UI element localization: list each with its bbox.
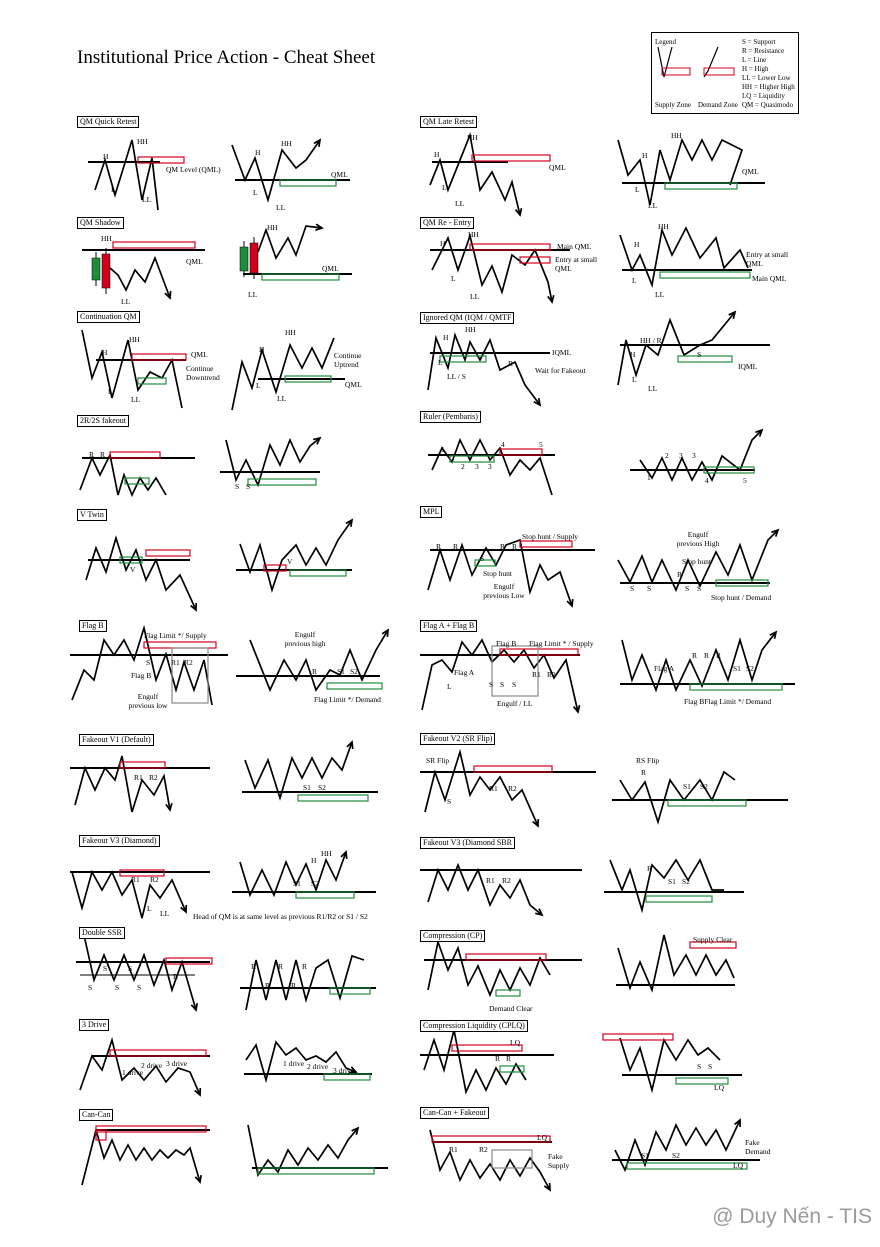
price-path [430, 135, 520, 215]
label-hh: HH [281, 139, 292, 148]
label-1-drive: 1 drive [283, 1059, 305, 1068]
label-r1: R1 [449, 1145, 458, 1154]
label-r: R [453, 542, 459, 551]
label-ll: LL [648, 201, 658, 210]
label-hh-r: HH / R [640, 336, 662, 345]
label-ll: LL [470, 292, 480, 301]
price-path [620, 1038, 720, 1090]
label-engulf-ll: Engulf / LL [497, 699, 533, 708]
price-path [82, 1130, 200, 1185]
label-main-qml: Main QML [752, 274, 787, 283]
label-s: S [500, 680, 505, 689]
label-s: S [512, 680, 517, 689]
label-flag-a: Flag A [654, 664, 675, 673]
legend-entry: R = Resistance [742, 47, 785, 55]
label-h: H [434, 150, 440, 159]
label-r2: R2 [150, 875, 159, 884]
label-s: S [630, 584, 635, 593]
label-hh: HH [267, 223, 278, 232]
label-s1: S1 [303, 783, 311, 792]
label-stop-hunt-demand: Stop hunt / Demand [711, 593, 772, 602]
section-title: Double SSR [79, 927, 125, 939]
label-l: L [632, 375, 637, 384]
label-engulf-previous-low: Engulf previous low [128, 692, 168, 710]
label-fake-demand: Fake Demand [745, 1138, 771, 1156]
demand-zone [496, 990, 520, 996]
label-stop-hunt-supply: Stop hunt / Supply [522, 532, 579, 541]
label-n3: 3 [488, 462, 492, 471]
page-title: Institutional Price Action - Cheat Sheet [77, 47, 376, 68]
price-path [226, 438, 320, 485]
label-r: R [512, 542, 518, 551]
label-h: H [311, 856, 317, 865]
label-qml-level: QM Level (QML) [166, 165, 221, 174]
label-head-note: Head of QM is at same level as previous R1/R2 or S1 / S2 [193, 912, 368, 921]
label-hh: HH [658, 222, 669, 231]
candle-body [92, 258, 100, 280]
label-n2: 2 [665, 451, 669, 460]
label-hh: HH [465, 325, 476, 334]
candle-body [240, 247, 248, 271]
label-ll: LL [455, 199, 465, 208]
label-stop-hunt: Stop hunt [483, 569, 512, 578]
label-3-drive: 3 drive [166, 1059, 188, 1068]
label-qml: QML [345, 380, 362, 389]
label-l: L [147, 904, 152, 913]
section-title: Compression (CP) [420, 930, 485, 942]
price-path [428, 865, 542, 915]
label-r1: R1 [134, 773, 143, 782]
price-path [110, 258, 170, 298]
label-s2: S2 [700, 782, 708, 791]
label-n3: 3 [679, 451, 683, 460]
price-path [245, 742, 352, 798]
label-s: S [647, 584, 652, 593]
label-hh: HH [129, 335, 140, 344]
label-lq: LQ [733, 1161, 743, 1170]
candle-body [102, 254, 110, 288]
label-r: R [89, 450, 95, 459]
label-hh: HH [321, 849, 332, 858]
label-l: L [438, 358, 443, 367]
section-title: Fakeout V3 (Diamond SBR [420, 837, 515, 849]
label-s: S [146, 658, 151, 667]
label-r: R [716, 651, 722, 660]
label-r: R [100, 450, 106, 459]
label-s: S [235, 482, 240, 491]
price-path [428, 335, 540, 405]
label-r2: R2 [502, 876, 511, 885]
price-path [232, 140, 320, 200]
label-n5: 5 [539, 440, 543, 449]
label-r: R [495, 1054, 501, 1063]
legend-entry: LQ = Liquidity [742, 92, 785, 100]
label-ll: LL [121, 297, 131, 306]
label-h: H [103, 152, 109, 161]
label-n3: 3 [692, 451, 696, 460]
section-title: Ruler (Pembaris) [420, 411, 481, 423]
label-l: L [447, 682, 452, 691]
label-s2: S2 [318, 783, 326, 792]
legend-entry: HH = Higher High [742, 83, 795, 91]
section-title: 3 Drive [79, 1019, 109, 1031]
label-s1: S1 [293, 879, 301, 888]
label-1-drive: 1 drive [122, 1068, 144, 1077]
label-3-drive: 3 drive [333, 1066, 355, 1075]
flag-limit-box [172, 648, 208, 703]
label-s: S [489, 680, 494, 689]
price-path [620, 772, 735, 822]
label-ll: LL [142, 195, 152, 204]
price-path [80, 455, 166, 495]
candle-body [250, 243, 258, 273]
label-h: H [634, 240, 640, 249]
label-sr-flip: SR Flip [426, 756, 450, 765]
label-entry-small-qml: Entry at small QML [555, 255, 598, 273]
label-continue-uptrend: Continue Uptrend [334, 351, 362, 369]
label-l: L [632, 276, 637, 285]
label-ll: LL [277, 394, 287, 403]
supply-zone [113, 242, 195, 248]
label-demand-clear: Demand Clear [489, 1004, 533, 1013]
label-r1: R1 [171, 658, 180, 667]
label-r: R [312, 667, 318, 676]
label-qml: QML [549, 163, 566, 172]
legend-entry: L = Line [742, 56, 767, 64]
label-ll: LL [248, 290, 258, 299]
label-hh: HH [137, 137, 148, 146]
label-r: R [704, 651, 710, 660]
label-r2: R2 [508, 784, 517, 793]
label-s1: S1 [668, 877, 676, 886]
label-s: S [128, 964, 133, 973]
watermark: @ Duy Nến - TIS [712, 1205, 872, 1228]
label-qml: QML [186, 257, 203, 266]
section-title: V Twin [77, 509, 107, 521]
supply-zone [603, 1034, 673, 1040]
label-l: L [108, 387, 113, 396]
label-r2: R2 [547, 670, 556, 679]
label-r: R [506, 1054, 512, 1063]
label-n4: 4 [501, 440, 505, 449]
label-s: S [697, 1062, 702, 1071]
legend-demand-zone: Demand Zone [698, 101, 738, 109]
price-path [622, 632, 776, 690]
label-h: H [259, 345, 265, 354]
label-2-drive: 2 drive [307, 1062, 329, 1071]
label-s2: S2 [311, 879, 319, 888]
label-l: L [451, 274, 456, 283]
label-s1: S1 [641, 1151, 649, 1160]
label-s2: S2 [672, 1151, 680, 1160]
label-rs-flip: RS Flip [636, 756, 660, 765]
label-continue-downtrend: Continue Downtrend [186, 364, 220, 382]
label-h: H [102, 348, 108, 357]
supply-zone [520, 257, 550, 263]
label-hh: HH [671, 131, 682, 140]
label-s2: S2 [682, 877, 690, 886]
label-s1: S1 [337, 667, 345, 676]
label-flag-limit-supply: Flag Limit */ Supply [144, 631, 207, 640]
section-title: Continuation QM [77, 311, 140, 323]
label-fake-supply: Fake Supply [548, 1152, 570, 1170]
label-flag-b: Flag B [131, 671, 152, 680]
label-r1: R1 [489, 784, 498, 793]
label-stop-hunt: Stop hunt [682, 557, 711, 566]
label-s1: S1 [733, 664, 741, 673]
label-h: H [642, 151, 648, 160]
label-wait-fakeout: Wait for Fakeout [535, 366, 586, 375]
label-n1: 1 [441, 445, 445, 454]
label-r: R [302, 962, 308, 971]
demand-zone [327, 683, 382, 689]
price-path [432, 440, 552, 495]
label-r: R [500, 542, 506, 551]
label-l: L [256, 381, 261, 390]
label-n3: 3 [475, 462, 479, 471]
label-r: R [508, 359, 514, 368]
price-path [86, 538, 196, 610]
label-s: S [697, 584, 702, 593]
demand-zone [298, 795, 368, 801]
label-flag-b: Flag B [496, 639, 517, 648]
label-h: H [440, 239, 446, 248]
label-ll: LL [160, 909, 170, 918]
label-h: H [443, 333, 449, 342]
label-engulf-previous-high: Engulf previous High [676, 530, 720, 548]
label-r: R [173, 972, 179, 981]
legend-entry: QM = Quasimodo [742, 101, 794, 109]
label-n4: 4 [705, 476, 709, 485]
price-path [84, 935, 196, 1010]
price-path [432, 236, 552, 302]
label-s: S [103, 964, 108, 973]
label-n2: 2 [461, 462, 465, 471]
section-title: QM Shadow [77, 217, 124, 229]
price-path [428, 942, 550, 995]
supply-zone [472, 155, 550, 161]
label-ll-s: LL / S [447, 372, 466, 381]
legend-supply-zone: Supply Zone [655, 101, 691, 109]
label-s: S [88, 983, 93, 992]
section-title: QM Re - Entry [420, 217, 474, 229]
section-title: Can-Can + Fakeout [420, 1107, 489, 1119]
section-title: MPL [420, 506, 442, 518]
label-r1: R1 [486, 876, 495, 885]
label-ll: LL [648, 384, 658, 393]
label-r: R [692, 651, 698, 660]
price-path [620, 228, 748, 285]
label-supply-clear: Supply Clear [693, 935, 733, 944]
supply-zone [520, 541, 572, 547]
label-hh: HH [468, 230, 479, 239]
label-lq: LQ [510, 1038, 520, 1047]
label-qml: QML [331, 170, 348, 179]
label-s: S [115, 983, 120, 992]
demand-zone [678, 356, 732, 362]
label-s: S [685, 584, 690, 593]
section-title: Fakeout V1 (Default) [79, 734, 154, 746]
label-flag-b-flag-limit-demand: Flag BFlag Limit */ Demand [684, 697, 772, 706]
label-qml: QML [742, 167, 759, 176]
supply-zone [144, 642, 216, 648]
label-hh: HH [285, 328, 296, 337]
label-s: S [697, 350, 702, 359]
section-title: QM Late Retest [420, 116, 477, 128]
label-r: R [677, 570, 683, 579]
label-l: L [111, 185, 116, 194]
label-r2: R2 [149, 773, 158, 782]
label-l: L [635, 185, 640, 194]
label-v: V [287, 557, 293, 566]
label-flag-limit-supply: Flag Limit * / Supply [529, 639, 594, 648]
demand-zone [660, 272, 750, 278]
section-title: Flag A + Flag B [420, 620, 477, 632]
label-s2: S2 [746, 664, 754, 673]
demand-zone [646, 896, 712, 902]
label-h: H [255, 148, 261, 157]
label-engulf-previous-high: Engulf previous high [284, 630, 326, 648]
label-l: L [253, 188, 258, 197]
legend-entry: S = Support [742, 38, 776, 46]
label-2-drive: 2 drive [141, 1061, 163, 1070]
legend-entry: LL = Lower Low [742, 74, 791, 82]
section-title: Flag B [79, 620, 107, 632]
label-qml: QML [322, 264, 339, 273]
label-lq: LQ [537, 1133, 547, 1142]
label-ll: LL [276, 203, 286, 212]
label-r2: R2 [479, 1145, 488, 1154]
section-title: Fakeout V3 (Diamond) [79, 835, 160, 847]
label-r2: R2 [184, 658, 193, 667]
section-title: Can-Can [79, 1109, 113, 1121]
label-s: S [246, 482, 251, 491]
label-r: R [291, 981, 297, 990]
label-s: S [480, 554, 485, 563]
section-title: Fakeout V2 (SR Flip) [420, 733, 495, 745]
label-s2: S2 [350, 667, 358, 676]
label-l: L [442, 183, 447, 192]
label-r: R [436, 542, 442, 551]
label-hh: HH [101, 234, 112, 243]
label-h: H [630, 350, 636, 359]
label-iqml: IQML [552, 348, 572, 357]
label-lq: LQ [714, 1083, 724, 1092]
label-ll: LL [655, 290, 665, 299]
legend-heading: Legend [655, 38, 676, 46]
price-path [75, 756, 170, 812]
price-path [240, 852, 346, 895]
label-r: R [251, 962, 257, 971]
label-n1: 1 [647, 473, 651, 482]
label-s: S [708, 1062, 713, 1071]
label-r: R [265, 981, 271, 990]
price-path [240, 520, 352, 590]
label-s: S [137, 983, 142, 992]
label-ll: LL [131, 395, 141, 404]
label-r: R [647, 864, 653, 873]
label-r: R [278, 962, 284, 971]
label-flag-a: Flag A [454, 668, 475, 677]
label-r1: R1 [131, 875, 140, 884]
label-flag-limit-demand: Flag Limit */ Demand [314, 695, 381, 704]
label-s1: S1 [683, 782, 691, 791]
supply-zone [146, 550, 190, 556]
label-r1: R1 [532, 670, 541, 679]
label-main-qml: Main QML [557, 242, 592, 251]
price-path [618, 140, 742, 205]
label-v: V [130, 565, 136, 574]
label-hh: HH [467, 133, 478, 142]
label-qml: QML [191, 350, 208, 359]
section-title: Compression Liquidity (CPLQ) [420, 1020, 528, 1032]
label-entry-small-qml: Entry at small QML [746, 250, 789, 268]
label-engulf-previous-low: Engulf previous Low [483, 582, 525, 600]
legend-entry: H = High [742, 65, 769, 73]
label-r: R [641, 768, 647, 777]
section-title: Ignored QM (IQM / QMTF [420, 312, 514, 324]
label-iqml: IQML [738, 362, 758, 371]
label-s: S [447, 797, 452, 806]
section-title: QM Quick Retest [77, 116, 139, 128]
label-n5: 5 [743, 476, 747, 485]
section-title: 2R/2S fakeout [77, 415, 129, 427]
